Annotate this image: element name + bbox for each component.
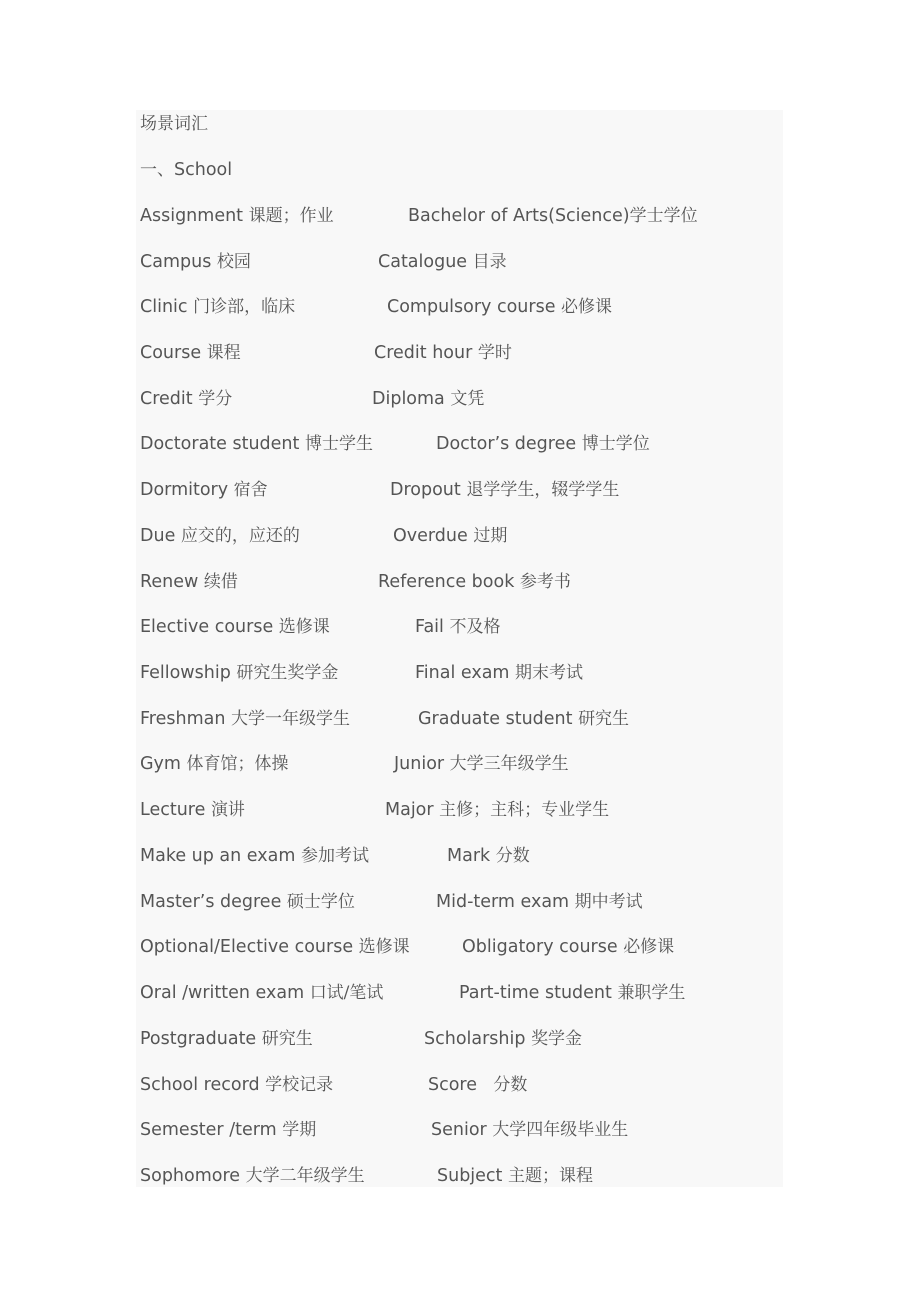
term-cn: 主题；课程 <box>507 1166 593 1186</box>
term-en: Due <box>140 526 181 546</box>
term-cn: 学校记录 <box>265 1075 334 1095</box>
term-cn: 学分 <box>198 389 233 409</box>
term-en: Semester /term <box>140 1120 283 1140</box>
term-en: Doctor’s degree <box>436 434 582 454</box>
term-cn: 演讲 <box>210 800 245 820</box>
vocab-row-left <box>140 387 232 411</box>
term-en: Scholarship <box>424 1029 532 1049</box>
section-prefix: 一、 <box>140 160 174 180</box>
term-cn: 选修课 <box>278 617 330 637</box>
term-cn: 大学四年级毕业生 <box>492 1120 629 1140</box>
page-title <box>140 112 208 136</box>
term-en: Mid-term exam <box>436 892 575 912</box>
term-en: Renew <box>140 572 204 592</box>
vocab-row-left <box>140 890 355 914</box>
vocab-row-right <box>390 478 619 502</box>
term-en: Fellowship <box>140 663 237 683</box>
term-cn: 体育馆；体操 <box>186 754 289 774</box>
vocab-row-left <box>140 250 251 274</box>
vocab-row-left <box>140 615 330 639</box>
term-cn: 期中考试 <box>574 892 643 912</box>
term-en: Subject <box>437 1166 508 1186</box>
term-en: Course <box>140 343 207 363</box>
vocab-row-left <box>140 1164 365 1188</box>
term-en: Optional/Elective course <box>140 937 359 957</box>
term-en: Final exam <box>415 663 516 683</box>
term-cn: 参加考试 <box>300 846 369 866</box>
term-en: School record <box>140 1075 266 1095</box>
vocab-row-right <box>408 204 698 228</box>
term-cn: 主修；主科；专业学生 <box>439 800 610 820</box>
vocab-row-left <box>140 341 241 365</box>
vocab-row-left <box>140 981 383 1005</box>
vocab-row-left <box>140 524 300 548</box>
term-cn: 期末考试 <box>515 663 584 683</box>
term-cn: 分数 <box>495 846 530 866</box>
title-text: 场景词汇 <box>140 114 208 134</box>
vocab-row-right <box>415 661 583 685</box>
term-en: Master’s degree <box>140 892 287 912</box>
vocab-row-right <box>424 1027 582 1051</box>
term-en: Doctorate student <box>140 434 305 454</box>
term-en: Campus <box>140 252 217 272</box>
vocab-row-left <box>140 570 238 594</box>
term-cn: 退学学生，辍学学生 <box>466 480 620 500</box>
term-en: Diploma <box>372 389 451 409</box>
vocab-row-right <box>428 1073 527 1097</box>
vocab-row-right <box>415 615 500 639</box>
term-en: Reference book <box>378 572 520 592</box>
term-cn: 口试/笔试 <box>309 983 384 1003</box>
term-cn: 课题；作业 <box>248 206 334 226</box>
term-en: Mark <box>447 846 496 866</box>
vocab-row-left <box>140 432 373 456</box>
vocab-row-left <box>140 752 289 776</box>
vocab-row-left <box>140 1027 313 1051</box>
term-cn: 学士学位 <box>629 206 698 226</box>
term-cn: 门诊部，临床 <box>193 297 296 317</box>
term-en: Dormitory <box>140 480 234 500</box>
term-cn: 大学一年级学生 <box>231 709 351 729</box>
vocab-row-right <box>393 524 507 548</box>
term-en: Lecture <box>140 800 211 820</box>
term-cn: 不及格 <box>449 617 501 637</box>
term-cn: 目录 <box>472 252 507 272</box>
term-cn: 校园 <box>216 252 251 272</box>
term-cn: 博士学位 <box>581 434 650 454</box>
vocab-row-right <box>418 707 629 731</box>
term-en: Credit hour <box>374 343 478 363</box>
term-en: Dropout <box>390 480 467 500</box>
vocab-row-right <box>378 250 507 274</box>
vocab-row-right <box>436 432 650 456</box>
term-en: Major <box>385 800 440 820</box>
vocab-row-right <box>447 844 530 868</box>
term-en: Catalogue <box>378 252 473 272</box>
term-en: Overdue <box>393 526 474 546</box>
term-cn: 应交的，应还的 <box>180 526 300 546</box>
term-en: Graduate student <box>418 709 579 729</box>
term-cn: 研究生 <box>261 1029 313 1049</box>
term-cn: 宿舍 <box>233 480 268 500</box>
vocab-row-left <box>140 1073 333 1097</box>
term-en: Elective course <box>140 617 279 637</box>
term-en: Sophomore <box>140 1166 246 1186</box>
term-cn: 学时 <box>477 343 512 363</box>
term-cn: 博士学生 <box>304 434 373 454</box>
term-en: Part-time student <box>459 983 618 1003</box>
term-cn: 研究生奖学金 <box>236 663 339 683</box>
vocab-row-right <box>462 935 674 959</box>
term-cn: 参考书 <box>519 572 571 592</box>
vocab-row-right <box>385 798 609 822</box>
vocab-row-left <box>140 707 350 731</box>
section-heading <box>140 158 232 182</box>
term-cn: 必修课 <box>623 937 675 957</box>
vocab-row-left <box>140 1118 316 1142</box>
term-en: Senior <box>431 1120 493 1140</box>
term-en: Score <box>428 1075 483 1095</box>
term-cn: 必修课 <box>561 297 613 317</box>
term-cn: 大学二年级学生 <box>245 1166 365 1186</box>
term-cn: 课程 <box>206 343 241 363</box>
term-en: Assignment <box>140 206 249 226</box>
term-cn: 研究生 <box>578 709 630 729</box>
vocab-row-left <box>140 478 268 502</box>
vocab-row-right <box>387 295 612 319</box>
vocab-row-left <box>140 204 334 228</box>
vocab-row-right <box>431 1118 628 1142</box>
term-en: Credit <box>140 389 199 409</box>
term-en: Junior <box>394 754 450 774</box>
vocab-row-left <box>140 798 245 822</box>
vocab-row-left <box>140 844 369 868</box>
vocab-row-left <box>140 661 338 685</box>
term-en: Oral /written exam <box>140 983 310 1003</box>
term-cn: 大学三年级学生 <box>449 754 569 774</box>
term-en: Obligatory course <box>462 937 624 957</box>
vocab-row-left <box>140 935 410 959</box>
term-en: Make up an exam <box>140 846 301 866</box>
term-cn: 过期 <box>473 526 508 546</box>
vocab-row-right <box>459 981 685 1005</box>
term-cn: 兼职学生 <box>617 983 686 1003</box>
term-en: Postgraduate <box>140 1029 262 1049</box>
term-cn: 学期 <box>282 1120 317 1140</box>
vocab-row-right <box>378 570 571 594</box>
term-en: Freshman <box>140 709 232 729</box>
term-cn: 奖学金 <box>531 1029 583 1049</box>
vocab-row-right <box>394 752 569 776</box>
term-en: Clinic <box>140 297 194 317</box>
vocab-row-right <box>437 1164 593 1188</box>
vocab-row-right <box>372 387 484 411</box>
vocab-row-left <box>140 295 295 319</box>
section-name: School <box>174 160 233 180</box>
vocab-row-right <box>436 890 643 914</box>
term-cn: 文凭 <box>450 389 485 409</box>
term-cn: 续借 <box>203 572 238 592</box>
term-en: Compulsory course <box>387 297 562 317</box>
term-cn: 选修课 <box>358 937 410 957</box>
vocab-row-right <box>374 341 512 365</box>
term-en: Fail <box>415 617 450 637</box>
term-cn: 硕士学位 <box>286 892 355 912</box>
term-cn: 分数 <box>482 1075 528 1095</box>
term-en: Gym <box>140 754 187 774</box>
term-en: Bachelor of Arts(Science) <box>408 206 630 226</box>
